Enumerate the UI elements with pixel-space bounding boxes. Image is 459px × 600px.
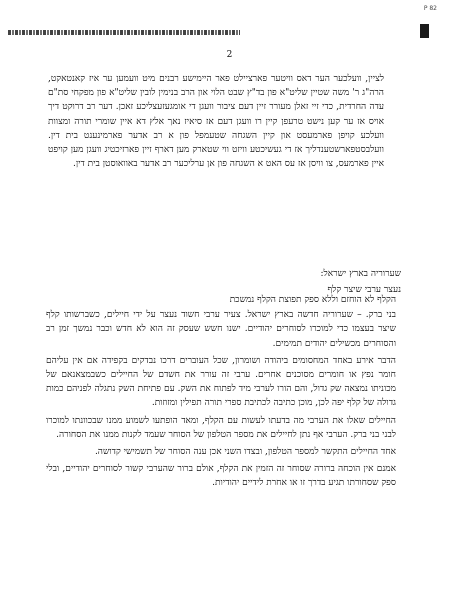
article-paragraph-5: אמנם אין הוכחה ברורה שסוחר זה הזמין את הקלף, אולם ברור שהערבי קשור לסוחרים יהודיים, ובלי ספק שסחורתו תגיע בדרך זו או אחרת לידיים יהודיות.: [46, 464, 396, 489]
scan-artifact-rule: [8, 30, 240, 35]
article-paragraph: [48, 72, 384, 171]
article-paragraph-1: בני ברק. – שערוריה חדשה בארץ ישראל. צעיר ערבי חשוד נעצר על ידי חיילים, כשברשותו קלף שיצר בעצמו כדי למוכרו לסוחרים יהודיים. ישנו חשש שעסק זה הוא לא חדש וכבר נמשך זמן רב והסוחרים מכשילים יהודים תמימים.: [46, 310, 396, 349]
scan-mark: [420, 24, 429, 38]
paragraph-text: לציין, וועלכער הער דאס וויטער פארציילט פאר היימישע רבנים מיט וועמען ער איז קאנטאקט, הרה"ג ר' משה שטיין שליט"א פון בד"ץ שבט הלוי און הרב בנימין לובין שליט"א פון מפקחי סת"ם עדה החרדית, כדי זיי זאלן מעורר זיין דעם ציבור וועגן די אומגעזעצליכע זאכן. דער רב דרוקט דיך אויס אז ער קען נישט טרעפן קיין רו וועגן דעם אז סיאיז נאך אלץ דא איין שומרי תורה ומצוות וועלכע קויפן פארמעסט און קיין השגחה שטעמפל פון א רב אדער פארמינענט בית דין. וועלבסטפארשטענדליך אז די געשיכטע וויזט ווי שטארק מען דארף זיין פארזיכטיג וועגן מען קויפט איין פארמעס, צו וויסן אז עס האט א השגחה פון אן ערליכער רב אדער באוואוסטן בית דין.: [48, 74, 384, 170]
article-subheading: נעצר ערבי שיצר קלף: [327, 285, 401, 295]
article-heading: שערוריה בארץ ישראל:: [320, 269, 401, 279]
page-number: 2: [226, 50, 233, 60]
article-body: [46, 293, 396, 491]
article-lede: הקלף לא הוחזם וללא ספק תפוצת הקלף נמשכת: [229, 295, 396, 305]
page-code: P 82: [423, 5, 437, 12]
article-paragraph-4: אחד החיילים התקשר למספר הטלפון, ובצדו השני אכן ענה הסוחר של תשמישי קדושה.: [94, 447, 396, 458]
article-paragraph-2: הדבר אירע באחד המחסומים ביהודה ושומרון, שכל העוברים דרכו נבדקים בקפידה אם אין עליהם חומר נפץ או חומרים מסוכנים אחרים. ערבי זה עורר את חשדם של החיילים כשבמצאנאם של מכוניתו נמצאה שק גדול, והם הורו לערבי מיד לפתוח את השק. עם פתיחת השק נתגלה לפניהם כמות גדולה של קלף יפה לכן, מוכן כתיבה לכתיבת ספרי תורה תפילין ומזוזות.: [46, 355, 396, 409]
article-paragraph-3: החיילים שאלו את הערבי מה בדעתו לעשות עם הקלף, ומאד הופתעו לשמוע ממנו שבכוונתו למוכרו לבני בני ברק. הערבי אף נתן לחיילים את מספר הטלפון של הסוחר שעמד לקנות ממנו את הסחורה.: [46, 415, 396, 440]
